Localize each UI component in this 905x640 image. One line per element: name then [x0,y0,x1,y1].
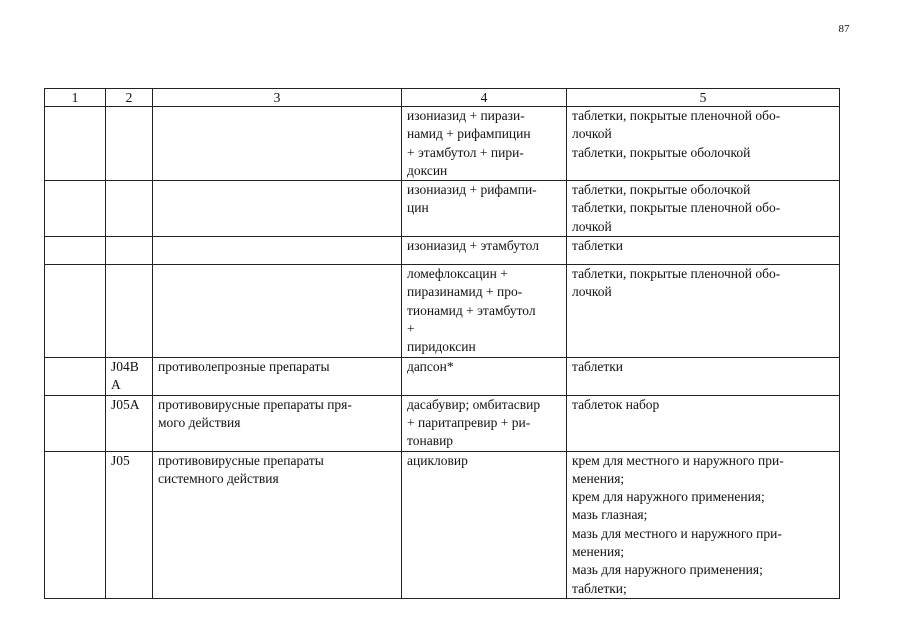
table-cell-col5 [567,107,840,181]
table-cell-col4 [402,237,567,265]
table-cell-col3 [153,395,402,451]
table-cell-col1 [45,107,106,181]
cell-line: системного действия [158,470,279,486]
cell-line: таблетки [572,359,624,375]
cell-line: мазь для наружного применения; [572,562,763,578]
cell-line: + [407,320,415,336]
table-cell-col5 [567,395,840,451]
table-row [45,107,840,181]
cell-line: мазь для местного и наружного при- [572,525,782,541]
cell-line: менения; [572,470,625,486]
table-cell-col3 [153,451,402,598]
table-row [45,181,840,237]
table-cell-col2 [106,107,153,181]
cell-line: тионамид + этамбутол [407,302,536,318]
table-row [45,237,840,265]
cell-line: цин [407,200,429,216]
cell-line: доксин [407,162,448,178]
cell-line: пиразинамид + про- [407,284,523,300]
header-cell-1: 1 [45,89,106,107]
table-cell-col1 [45,181,106,237]
table-cell-col2 [106,237,153,265]
table-cell-col1 [45,451,106,598]
cell-line: J05A [111,396,140,412]
cell-line: противовирусные препараты пря- [158,396,352,412]
cell-line: таблетки; [572,580,627,596]
table-row [45,395,840,451]
header-cell-4: 4 [402,89,567,107]
table-cell-col3 [153,107,402,181]
cell-line: таблетки [572,238,624,254]
table-cell-col5 [567,265,840,358]
cell-line: лочкой [572,284,612,300]
cell-line: + этамбутол + пири- [407,144,524,160]
table-cell-col1 [45,395,106,451]
table-cell-col4 [402,451,567,598]
cell-line: менения; [572,544,625,560]
cell-line: таблетки, покрытые оболочкой [572,182,751,198]
table-cell-col1 [45,358,106,396]
table-row [45,451,840,598]
cell-line: дапсон* [407,359,454,375]
table-cell-col5 [567,181,840,237]
cell-line: лочкой [572,126,612,142]
table-cell-col2 [106,265,153,358]
table-cell-col5 [567,451,840,598]
header-cell-5: 5 [567,89,840,107]
cell-line: таблетки, покрытые пленочной обо- [572,108,781,123]
header-row [45,89,840,107]
table-cell-col1 [45,237,106,265]
table-cell-col3 [153,237,402,265]
header-cell-3: 3 [153,89,402,107]
table-cell-col3 [153,181,402,237]
cell-line: таблетки, покрытые оболочкой [572,144,751,160]
cell-line: + паритапревир + ри- [407,414,531,430]
cell-line: мого действия [158,414,241,430]
table-cell-col4 [402,395,567,451]
table-cell-col3 [153,358,402,396]
cell-line: J04В [111,359,139,375]
cell-line: изониазид + рифампи- [407,182,537,198]
cell-line: намид + рифампицин [407,126,531,142]
header-cell-2: 2 [106,89,153,107]
table-row [45,358,840,396]
cell-line: противовирусные препараты [158,452,324,468]
cell-line: изониазид + этамбутол [407,238,539,254]
table-cell-col5 [567,358,840,396]
table-cell-col4 [402,181,567,237]
table-row [45,265,840,358]
table-cell-col1 [45,265,106,358]
cell-line: таблетки, покрытые пленочной обо- [572,200,781,216]
cell-line: А [111,377,121,393]
table-cell-col2 [106,181,153,237]
cell-line: таблеток набор [572,396,660,412]
cell-line: изониазид + пирази- [407,108,525,123]
cell-line: дасабувир; омбитасвир [407,396,541,412]
cell-line: мазь глазная; [572,507,648,523]
table-cell-col4 [402,358,567,396]
cell-line: лочкой [572,218,612,234]
cell-line: ацикловир [407,452,468,468]
cell-line: крем для наружного применения; [572,489,765,505]
cell-line: тонавир [407,433,454,449]
table-cell-col4 [402,107,567,181]
page-number: 87 [838,23,850,35]
cell-line: крем для местного и наружного при- [572,452,784,468]
cell-line: пиридоксин [407,339,476,355]
table-cell-col2 [106,451,153,598]
table-cell-col5 [567,237,840,265]
table-body [45,107,840,599]
cell-line: ломефлоксацин + [407,266,508,282]
table-cell-col2 [106,358,153,396]
cell-line: противолепрозные препараты [158,359,330,375]
cell-line: таблетки, покрытые пленочной обо- [572,266,781,282]
drug-table [44,88,840,599]
table-cell-col3 [153,265,402,358]
table-cell-col4 [402,265,567,358]
table-cell-col2 [106,395,153,451]
cell-line: J05 [111,452,130,468]
